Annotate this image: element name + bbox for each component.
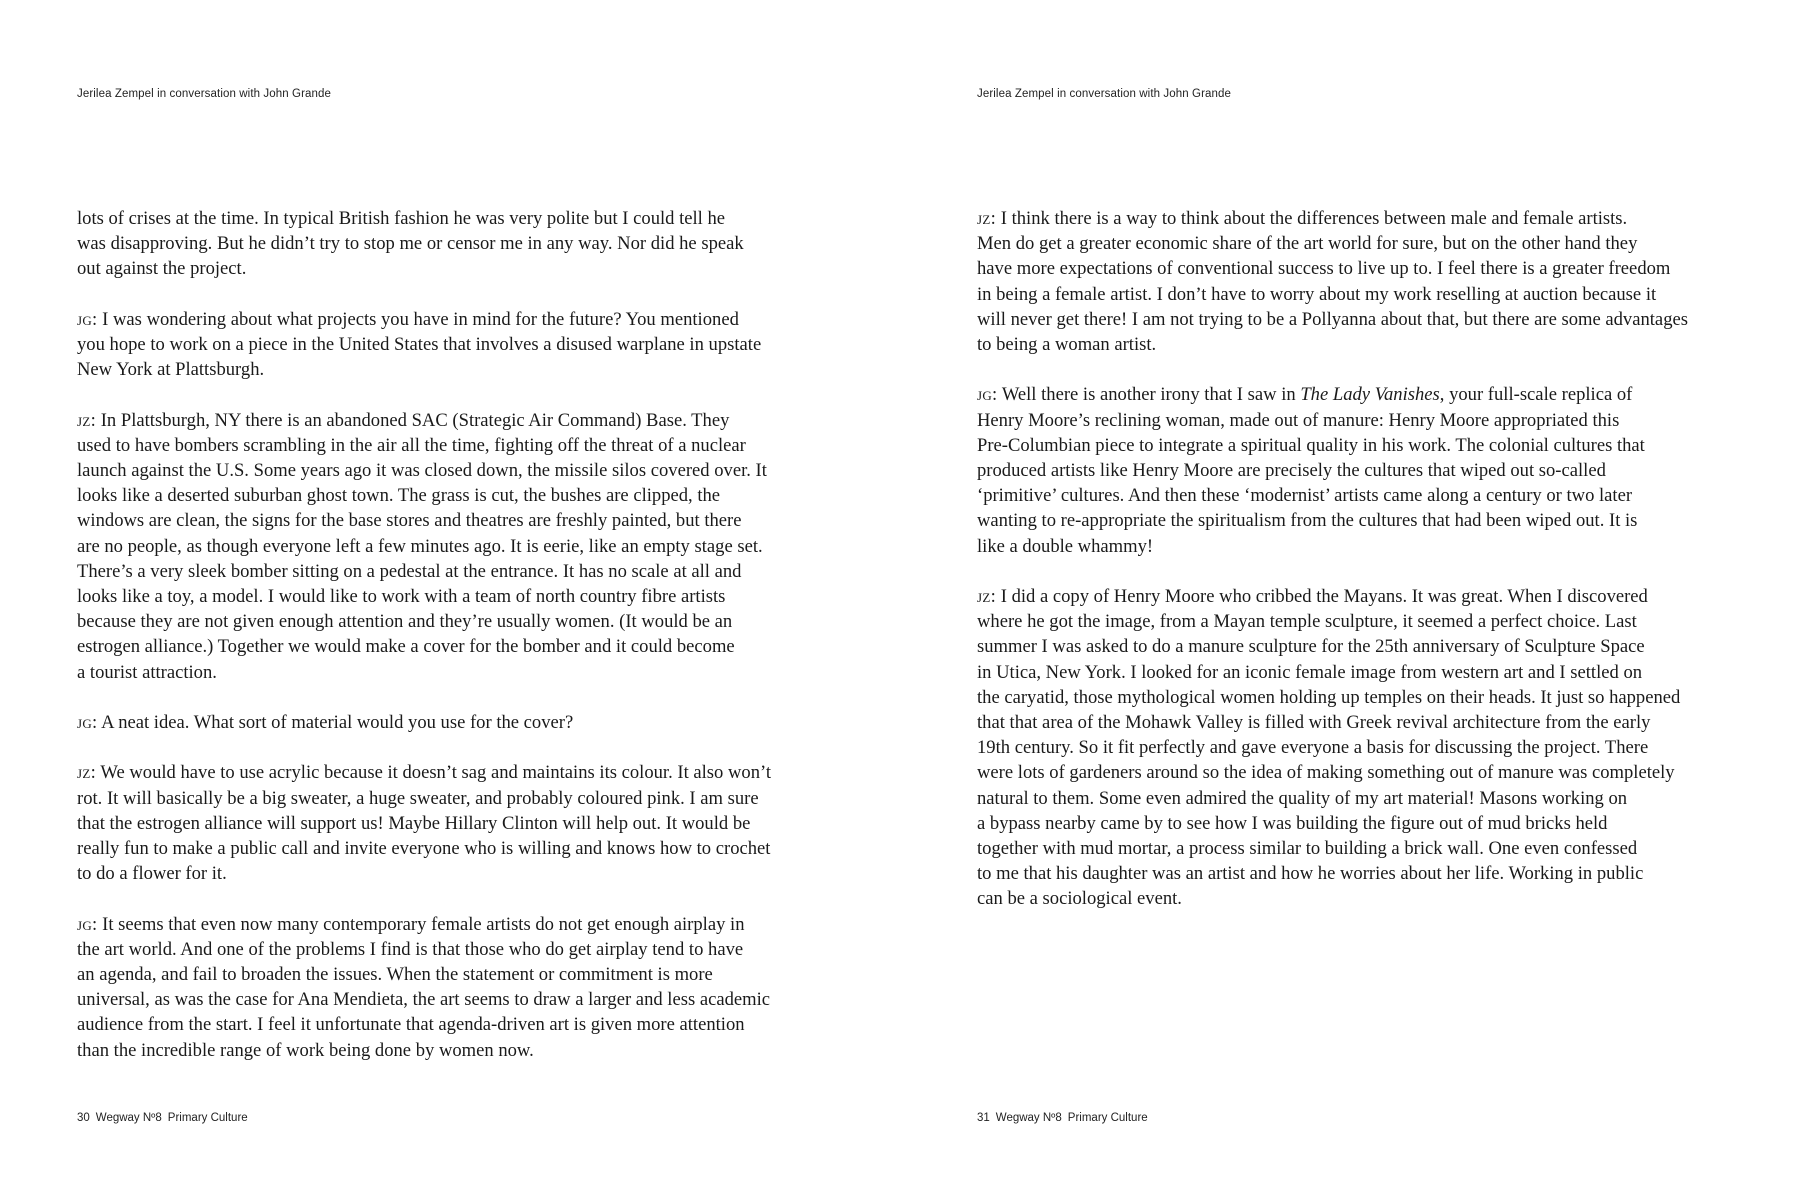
text-line: audience from the start. I feel it unfortunate that agenda-driven art is given more attention (77, 1014, 745, 1036)
text-line: universal, as was the case for Ana Mendieta, the art seems to draw a larger and less academic (77, 989, 771, 1011)
text-line: There’s a very sleek bomber sitting on a pedestal at the entrance. It has no scale at all and (77, 560, 742, 582)
text-line: A neat idea. What sort of material would you use for the cover? (97, 712, 574, 734)
text-line: a bypass nearby came by to see how I was building the figure out of mud bricks held (977, 812, 1608, 834)
text-line: the art world. And one of the problems I find is that those who do get airplay tend to have (77, 938, 744, 960)
text-line: wanting to re-appropriate the spiritualism from the cultures that had been wiped out. It is (977, 510, 1638, 532)
text-line: windows are clean, the signs for the base stores and theatres are freshly painted, but there (77, 510, 742, 532)
text-line: to me that his daughter was an artist and how he worries about her life. Working in public (977, 863, 1644, 885)
text-line: together with mud mortar, a process similar to building a brick wall. One even confessed (977, 838, 1638, 860)
text-line: rot. It will basically be a big sweater, a huge sweater, and probably coloured pink. I am sure (77, 787, 759, 809)
text-line: a tourist attraction. (77, 661, 217, 683)
text-line: I was wondering about what projects you have in mind for the future? You mentioned (97, 308, 739, 330)
paragraph (77, 710, 847, 735)
body-text (77, 206, 847, 1088)
page-footer (977, 1112, 1154, 1124)
text-line: Well there is another irony that I saw in (997, 384, 1301, 406)
text-line: because they are not given enough attention and they’re usually women. (It would be an (77, 611, 733, 633)
text-line: New York at Plattsburgh. (77, 359, 265, 381)
text-line: an agenda, and fail to broaden the issues. When the statement or commitment is more (77, 964, 713, 986)
text-line: have more expectations of conventional success to live up to. I feel there is a greater freedom (977, 258, 1671, 280)
speaker-label: jz: (977, 208, 997, 229)
text-line: the caryatid, those mythological women holding up temples on their heads. It just so happened (977, 686, 1681, 708)
text-line: where he got the image, from a Mayan temple sculpture, it seemed a perfect choice. Last (977, 611, 1637, 633)
text-line: used to have bombers scrambling in the air all the time, fighting off the threat of a nuclear (77, 434, 746, 456)
body-text (977, 206, 1747, 937)
text-line: I did a copy of Henry Moore who cribbed the Mayans. It was great. When I discovered (996, 586, 1648, 608)
text-line: was disapproving. But he didn’t try to stop me or censor me in any way. Nor did he speak (77, 233, 744, 255)
paragraph (977, 382, 1747, 558)
text-line: estrogen alliance.) Together we would make a cover for the bomber and it could become (77, 636, 735, 658)
paragraph (77, 912, 847, 1063)
speaker-label: jg: (977, 384, 998, 406)
text-line: It seems that even now many contemporary female artists do not get enough airplay in (97, 913, 745, 935)
publication-name: Wegway Nº8 (95, 1112, 162, 1124)
speaker-label: jz: (977, 586, 997, 608)
speaker-label: jg: (77, 308, 98, 330)
page-number: 31 (977, 1112, 990, 1124)
text-line: looks like a deserted suburban ghost town. The grass is cut, the bushes are clipped, the (77, 485, 721, 507)
text-line: are no people, as though everyone left a few minutes ago. It is eerie, like an empty stage set. (77, 535, 763, 557)
text-line: can be a sociological event. (977, 888, 1182, 910)
paragraph (77, 408, 847, 685)
page-number: 30 (77, 1112, 90, 1124)
text-line: We would have to use acrylic because it doesn’t sag and maintains its colour. It also won’t (96, 762, 772, 784)
text-line: that the estrogen alliance will support us! Maybe Hillary Clinton will help out. It would be (77, 812, 751, 834)
text-line: that that area of the Mohawk Valley is filled with Greek revival architecture from the early (977, 712, 1651, 734)
text-line: you hope to work on a piece in the United States that involves a disused warplane in upstate (77, 334, 762, 355)
text-line: in Utica, New York. I looked for an iconic female image from western art and I settled on (977, 661, 1643, 683)
paragraph (77, 307, 847, 383)
paragraph (77, 760, 847, 886)
running-head: Jerilea Zempel in conversation with John Grande (977, 88, 1231, 100)
text-line: than the incredible range of work being done by women now. (77, 1039, 534, 1061)
text-line: out against the project. (77, 258, 247, 280)
text-line: Henry Moore’s reclining woman, made out of manure: Henry Moore appropriated this (977, 409, 1620, 431)
paragraph (77, 206, 847, 282)
text-line: In Plattsburgh, NY there is an abandoned SAC (Strategic Air Command) Base. They (96, 409, 730, 431)
speaker-label: jz: (77, 409, 97, 431)
text-line: really fun to make a public call and invite everyone who is willing and knows how to crochet (77, 838, 771, 860)
text-line: Men do get a greater economic share of the art world for sure, but on the other hand they (977, 233, 1638, 255)
text-line: looks like a toy, a model. I would like to work with a team of north country fibre artists (77, 586, 726, 608)
text-line: like a double whammy! (977, 535, 1154, 557)
text-line: , your full-scale replica of (1439, 384, 1633, 406)
section-name: Primary Culture (167, 1112, 248, 1124)
text-line: to do a flower for it. (77, 863, 227, 885)
text-line: Pre-Columbian piece to integrate a spiritual quality in his work. The colonial cultures that (977, 434, 1645, 456)
paragraph (977, 206, 1747, 357)
text-line: to being a woman artist. (977, 334, 1157, 356)
text-line: produced artists like Henry Moore are precisely the cultures that wiped out so-called (977, 460, 1606, 482)
text-line: in being a female artist. I don’t have to worry about my work reselling at auction because it (977, 283, 1657, 305)
right-page (900, 0, 1800, 1200)
text-line: I think there is a way to think about the differences between male and female artists. (996, 208, 1628, 229)
text-line: lots of crises at the time. In typical British fashion he was very polite but I could tell he (77, 208, 726, 229)
paragraph (977, 584, 1747, 912)
running-head: Jerilea Zempel in conversation with John Grande (77, 88, 331, 100)
text-line: launch against the U.S. Some years ago it was closed down, the missile silos covered over. It (77, 460, 767, 481)
section-name: Primary Culture (1067, 1112, 1148, 1124)
text-line: were lots of gardeners around so the idea of making something out of manure was completely (977, 762, 1675, 784)
text-line: natural to them. Some even admired the quality of my art material! Masons working on (977, 787, 1628, 809)
publication-name: Wegway Nº8 (995, 1112, 1062, 1124)
speaker-label: jg: (77, 712, 98, 734)
text-line: 19th century. So it fit perfectly and gave everyone a basis for discussing the project. There (977, 737, 1649, 759)
text-line: will never get there! I am not trying to be a Pollyanna about that, but there are some advantages (977, 308, 1688, 330)
speaker-label: jg: (77, 913, 98, 935)
text-line: summer I was asked to do a manure sculpture for the 25th anniversary of Sculpture Space (977, 636, 1645, 658)
artwork-title: The Lady Vanishes (1300, 384, 1440, 406)
text-line: ‘primitive’ cultures. And then these ‘modernist’ artists came along a century or two later (977, 485, 1633, 507)
speaker-label: jz: (77, 762, 97, 784)
page-footer (77, 1112, 254, 1124)
